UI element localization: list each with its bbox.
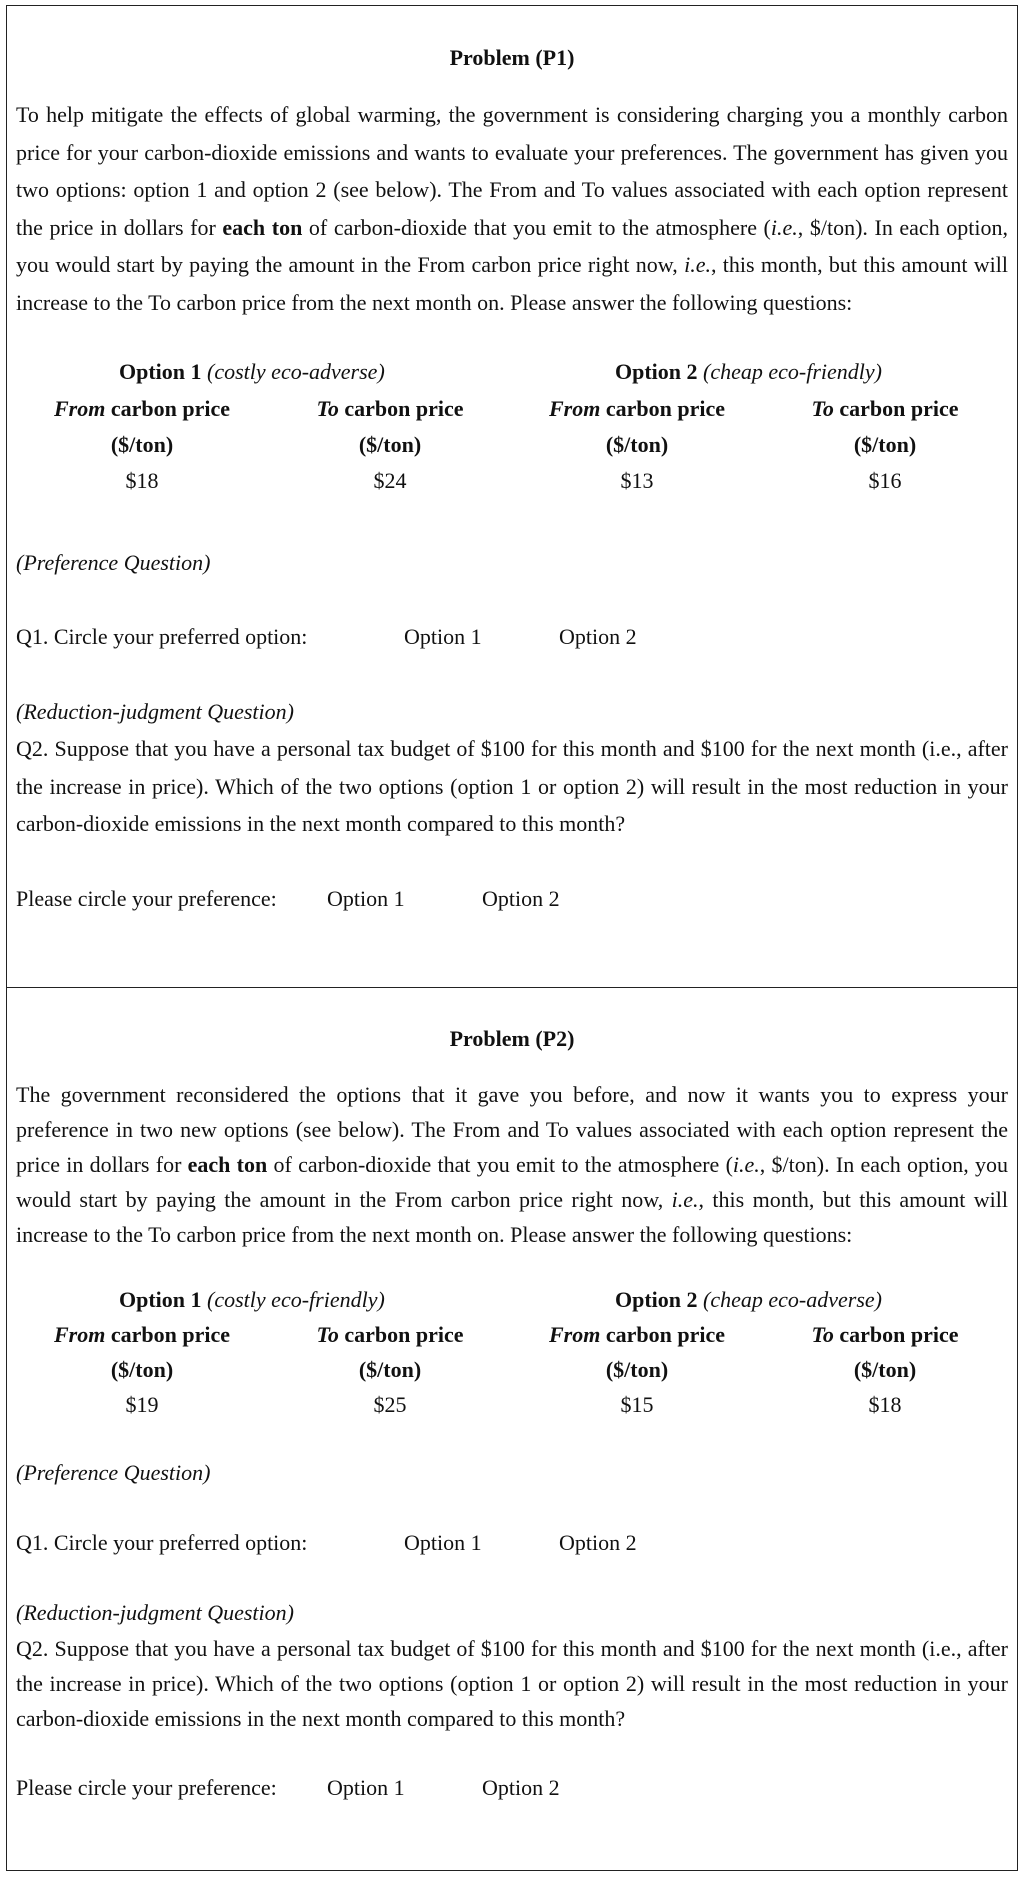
problem-title: Problem (P1) (449, 45, 575, 70)
preference-question-label: (Preference Question) (16, 1460, 211, 1485)
option-2-header: Option 2 (cheap eco-friendly) (615, 359, 882, 384)
q1-option-2[interactable]: Option 2 (559, 1530, 637, 1555)
circle-option-2[interactable]: Option 2 (482, 1775, 560, 1800)
option-2-from-value: $15 (620, 1392, 654, 1417)
option-1-from-column: From carbon price ($/ton) $18 (22, 391, 262, 499)
circle-preference-row (16, 1769, 1008, 1806)
option-2-from-column: From carbon price ($/ton) $13 (517, 391, 757, 499)
problem-intro: To help mitigate the effects of global warming, the government is considering charging you a monthly carbon price for your carbon-dioxide emissions and wants to evaluate your preferences. The government has given you two options: option 1 and option 2 (see below). The From and To values associated with each option represent the price in dollars for each ton of carbon-dioxide that you emit to the atmosphere (i.e., $/ton). In each option, you would start by paying the amount in the From carbon price right now, i.e., this month, but this amount will increase to the To carbon price from the next month on. Please answer the following questions: (16, 102, 1009, 315)
q1-row (16, 1524, 1008, 1561)
option-2-to-value: $16 (868, 468, 902, 493)
reduction-question-label: (Reduction-judgment Question) (16, 699, 294, 724)
option-1-to-value: $25 (373, 1392, 407, 1417)
reduction-question-label: (Reduction-judgment Question) (16, 1600, 294, 1625)
option-2-header: Option 2 (cheap eco-adverse) (615, 1287, 882, 1312)
q1-text: Q1. Circle your preferred option: (16, 624, 308, 649)
problem-intro: The government reconsidered the options that it gave you before, and now it wants you to express your preference in two new options (see below). The From and To values associated with each option represent the price in dollars for each ton of carbon-dioxide that you emit to the atmosphere (i.e., $/ton). In each option, you would start by paying the amount in the From carbon price right now, i.e., this month, but this amount will increase to the To carbon price from the next month on. Please answer the following questions: (16, 1082, 1008, 1247)
option-1-header: Option 1 (costly eco-adverse) (119, 359, 385, 384)
circle-preference-row (16, 880, 1008, 917)
section-divider (6, 987, 1018, 988)
problem-p1 (16, 40, 1008, 917)
q1-option-1[interactable]: Option 1 (404, 1530, 482, 1555)
option-1-header: Option 1 (costly eco-friendly) (119, 1287, 385, 1312)
option-2-from-value: $13 (620, 468, 654, 493)
circle-preference-text: Please circle your preference: (16, 1775, 277, 1800)
option-2-to-column: To carbon price ($/ton) $18 (765, 1317, 1005, 1422)
circle-option-1[interactable]: Option 1 (327, 1775, 405, 1800)
problem-title: Problem (P2) (449, 1026, 575, 1051)
q1-text: Q1. Circle your preferred option: (16, 1530, 308, 1555)
option-2-to-column: To carbon price ($/ton) $16 (765, 391, 1005, 499)
circle-preference-text: Please circle your preference: (16, 885, 277, 911)
preference-question-label: (Preference Question) (16, 550, 211, 575)
q1-row (16, 618, 1008, 655)
q2-text: Q2. Suppose that you have a personal tax budget of $100 for this month and $100 for the next month (i.e., after the increase in price). Which of the two options (option 1 or option 2) will result in the most reduction in your carbon-dioxide emissions in the next month compared to this month? (16, 736, 1008, 836)
option-1-to-column: To carbon price ($/ton) $25 (270, 1317, 510, 1422)
option-2-from-column: From carbon price ($/ton) $15 (517, 1317, 757, 1422)
q1-option-2[interactable]: Option 2 (559, 624, 637, 649)
circle-option-2[interactable]: Option 2 (482, 885, 560, 911)
option-1-to-column: To carbon price ($/ton) $24 (270, 391, 510, 499)
option-1-from-column: From carbon price ($/ton) $19 (22, 1317, 262, 1422)
option-1-from-value: $19 (125, 1392, 159, 1417)
option-1-from-value: $18 (125, 468, 159, 493)
options-table (16, 354, 1008, 504)
q1-option-1[interactable]: Option 1 (404, 624, 482, 649)
option-1-to-value: $24 (373, 468, 407, 493)
problem-p2 (16, 1021, 1008, 1806)
q2-text: Q2. Suppose that you have a personal tax budget of $100 for this month and $100 for the next month (i.e., after the increase in price). Which of the two options (option 1 or option 2) will result in the most reduction in your carbon-dioxide emissions in the next month compared to this month? (16, 1636, 1008, 1731)
option-2-to-value: $18 (868, 1392, 902, 1417)
options-table (16, 1282, 1008, 1420)
circle-option-1[interactable]: Option 1 (327, 885, 405, 911)
